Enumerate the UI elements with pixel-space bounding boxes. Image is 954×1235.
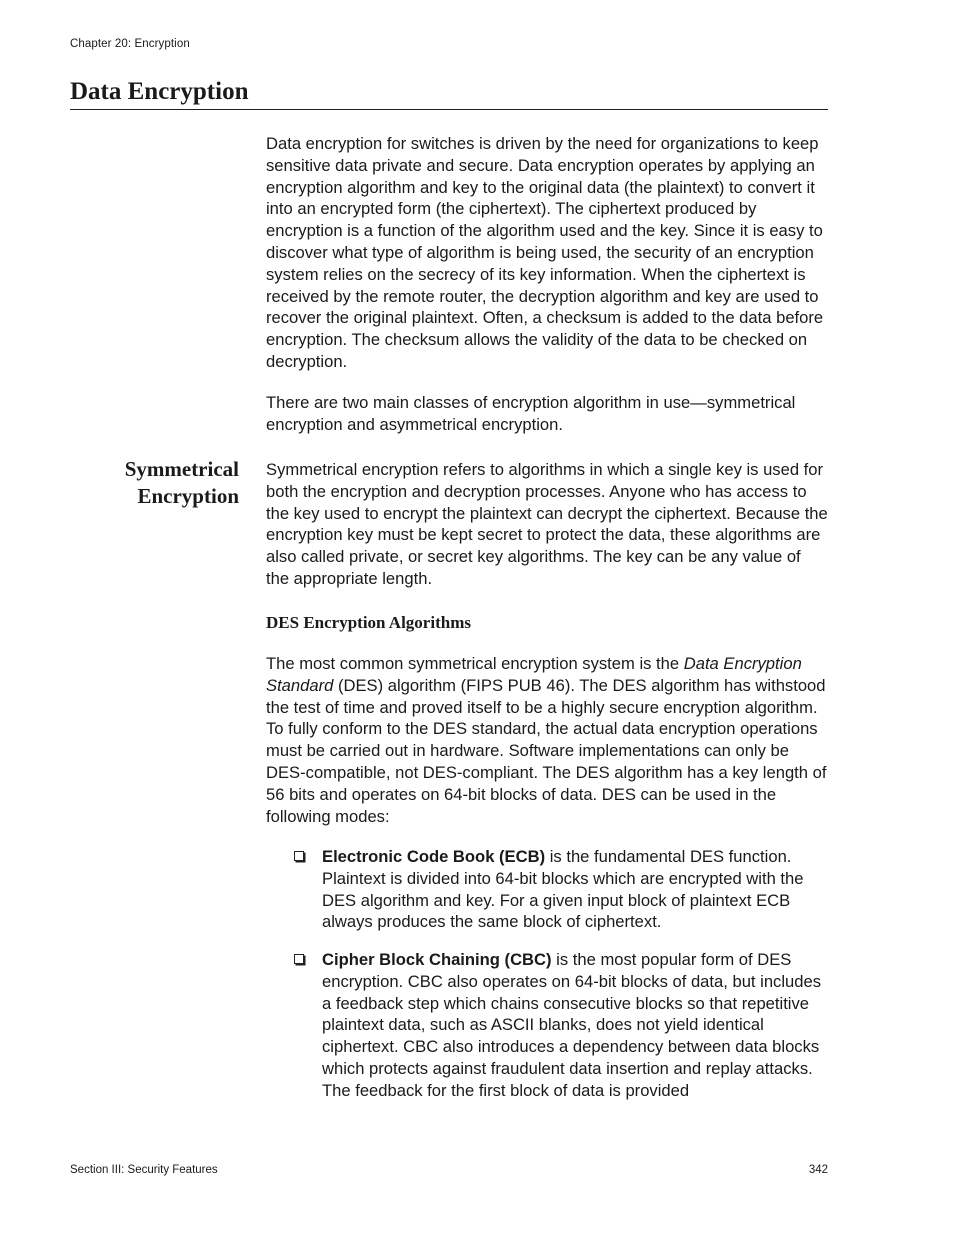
title-rule — [70, 109, 828, 110]
list-item-description: is the most popular form of DES encryption. CBC also operates on 64-bit blocks of data, but includes a feedback step which chains consecutive blocks so that repetitive plaintext data, such as ASCII blanks, does not yield identical ciphertext. CBC also introduces a dependency between data blocks which protects against fraudulent data insertion and replay attacks. The feedback for the first block of data is provided — [322, 950, 822, 1100]
symmetrical-paragraph-text: Symmetrical encryption refers to algorithms in which a single key is used for both the encryption and decryption processes. Anyone who has access to the key used to encrypt the plaintext can decrypt the ciphertext. Because the encryption key must be kept secret to protect the data, these algorithms are also called private, or secret key algorithms. The key can be any value of the appropriate length. — [266, 460, 828, 588]
des-standard-name: Data Encryption Standard — [266, 654, 802, 695]
section-heading-line-2: Encryption — [137, 484, 239, 508]
intro-paragraph-2-text: There are two main classes of encryption algorithm in use—symmetrical encryption and asymmetrical encryption. — [266, 393, 796, 434]
des-paragraph — [266, 653, 828, 827]
checkbox-bullet-icon — [294, 851, 304, 861]
des-paragraph-rest: (DES) algorithm (FIPS PUB 46). The DES algorithm has withstood the test of time and proved itself to be a highly secure encryption algorithm. To fully conform to the DES standard, the actual data encryption operations must be carried out in hardware. Software implementations can only be DES-compatible, not DES-compliant. The DES algorithm has a key length of 56 bits and operates on 64-bit blocks of data. DES can be used in the following modes: — [266, 675, 827, 826]
section-heading-line-1: Symmetrical — [124, 457, 239, 481]
footer-page-number: 342 — [808, 1164, 828, 1176]
des-paragraph-text — [266, 653, 828, 827]
list-item-term: Electronic Code Book (ECB) — [322, 847, 546, 866]
intro-paragraph-1 — [266, 133, 828, 373]
page-title: Data Encryption — [70, 78, 249, 105]
des-paragraph-start: The most common symmetrical encryption system is the — [266, 654, 684, 673]
section-heading-symmetrical-encryption — [70, 456, 239, 510]
list-item-cbc — [294, 949, 828, 1102]
symmetrical-paragraph — [266, 459, 828, 590]
subsection-heading-des: DES Encryption Algorithms — [266, 613, 471, 632]
footer-section-label: Section III: Security Features — [70, 1164, 218, 1176]
intro-paragraph-2 — [266, 392, 828, 436]
list-item-text — [322, 949, 828, 1102]
checkbox-bullet-icon — [294, 954, 304, 964]
list-item-ecb — [294, 846, 828, 933]
running-head: Chapter 20: Encryption — [70, 38, 190, 50]
list-item-text — [322, 846, 828, 933]
intro-paragraph-1-text: Data encryption for switches is driven by the need for organizations to keep sensitive data private and secure. Data encryption operates by applying an encryption algorithm and key to the original data (the plaintext) to convert it into an encrypted form (the ciphertext). The ciphertext produced by encryption is a function of the algorithm used and the key. Since it is easy to discover what type of algorithm is being used, the security of an encryption system relies on the secrecy of its key information. When the ciphertext is received by the remote router, the decryption algorithm and key are used to recover the original plaintext. Often, a checksum is added to the data before encryption. The checksum allows the validity of the data to be checked on decryption. — [266, 134, 824, 371]
list-item-description: is the fundamental DES function. Plaintext is divided into 64-bit blocks which are encrypted with the DES algorithm and key. For a given input block of plaintext ECB always produces the same block of ciphertext. — [322, 847, 804, 932]
list-item-term: Cipher Block Chaining (CBC) — [322, 950, 552, 969]
